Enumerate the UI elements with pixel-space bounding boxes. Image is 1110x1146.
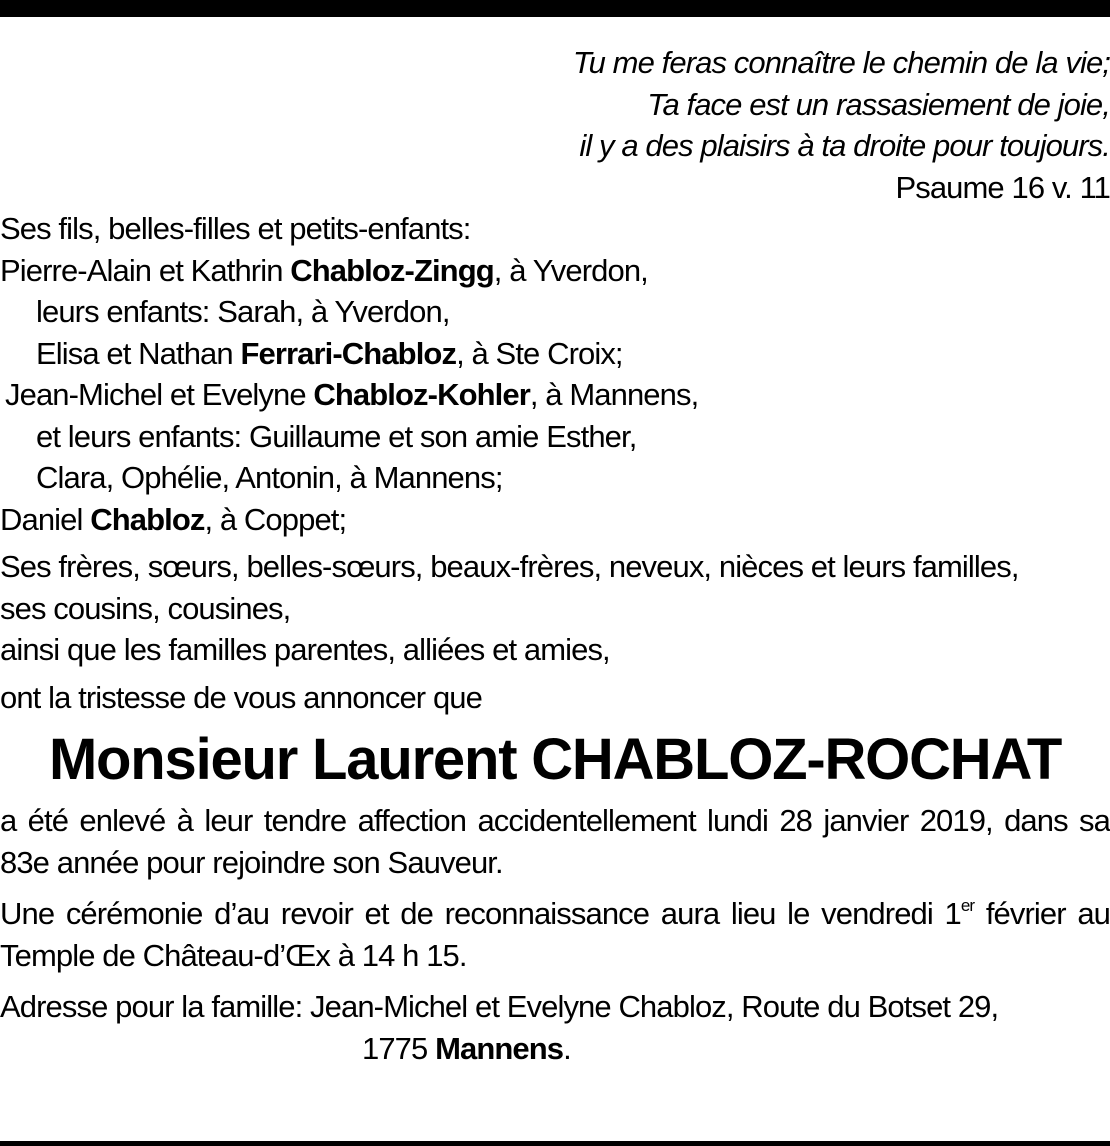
- family-line-5: et leurs enfants: Guillaume et son amie Esther,: [36, 418, 637, 454]
- ceremony-details: février au Temple de Château-d’Œx à 14 h 15.: [0, 896, 1110, 973]
- family-intro: Ses fils, belles-filles et petits-enfants:: [0, 211, 471, 246]
- relatives-line-3: ainsi que les familles parentes, alliées et amies,: [0, 632, 610, 667]
- verse-reference: Psaume 16 v. 11: [895, 169, 1110, 205]
- address-line-1: Adresse pour la famille: Jean-Michel et Evelyne Chabloz, Route du Botset 29,: [0, 989, 999, 1024]
- family-line-7: [0, 499, 1110, 541]
- announcement-text: ont la tristesse de vous annoncer que: [0, 679, 482, 715]
- family-line-1: [0, 250, 1110, 292]
- family-line-3-text: Elisa et Nathan: [36, 335, 241, 371]
- address-town: Mannens: [435, 1030, 564, 1066]
- family-list: [0, 208, 1110, 540]
- family-line-2: leurs enfants: Sarah, à Yverdon,: [36, 294, 450, 329]
- ceremony-superscript: er: [960, 896, 975, 915]
- family-line-4: [0, 374, 1110, 416]
- bottom-rule: [0, 1141, 1110, 1146]
- verse-line-2: Ta face est un rassasiement de joie,: [647, 86, 1110, 122]
- top-rule: [0, 0, 1110, 17]
- family-line-3-place: , à Ste Croix;: [456, 335, 623, 371]
- relatives-line-2: ses cousins, cousines,: [0, 590, 291, 626]
- address-end: .: [563, 1030, 571, 1066]
- relatives-line-1: Ses frères, sœurs, belles-sœurs, beaux-frères, neveux, nièces et leurs familles,: [0, 549, 1019, 584]
- relatives-list: [0, 546, 1110, 671]
- address-line-2: [0, 1028, 1110, 1070]
- family-line-6: Clara, Ophélie, Antonin, à Mannens;: [36, 460, 503, 495]
- verse-line-1: Tu me feras connaître le chemin de la vie;: [572, 45, 1110, 80]
- ceremony-text: Une cérémonie d’au revoir et de reconnaissance aura lieu le vendredi 1: [0, 896, 961, 931]
- family-line-4-surname: Chabloz-Kohler: [313, 377, 530, 412]
- family-line-4-place: , à Mannens,: [529, 377, 699, 412]
- passing-paragraph: a été enlevé à leur tendre affection accidentellement lundi 28 janvier 2019, dans sa 83e année pour rejoindre son Sauveur.: [0, 803, 1110, 880]
- verse-line-3: il y a des plaisirs à ta droite pour toujours.: [579, 128, 1110, 163]
- ceremony-paragraph: [0, 893, 1110, 976]
- family-line-3-surname: Ferrari-Chabloz: [240, 335, 457, 371]
- family-line-4-text: Jean-Michel et Evelyne: [5, 377, 314, 412]
- bible-verse: [0, 42, 1110, 208]
- family-line-1-text: Pierre-Alain et Kathrin: [0, 252, 291, 288]
- family-line-1-place: , à Yverdon,: [493, 252, 648, 288]
- family-address: [0, 986, 1110, 1069]
- family-line-7-text: Daniel: [0, 501, 91, 537]
- address-postcode: 1775: [362, 1030, 436, 1066]
- family-line-3: [0, 333, 1110, 375]
- family-line-7-place: , à Coppet;: [204, 501, 347, 537]
- family-line-1-surname: Chabloz-Zingg: [290, 252, 494, 288]
- obituary-notice: [0, 42, 1110, 1069]
- deceased-name: Monsieur Laurent CHABLOZ-ROCHAT: [48, 727, 1062, 792]
- family-line-7-surname: Chabloz: [90, 501, 205, 537]
